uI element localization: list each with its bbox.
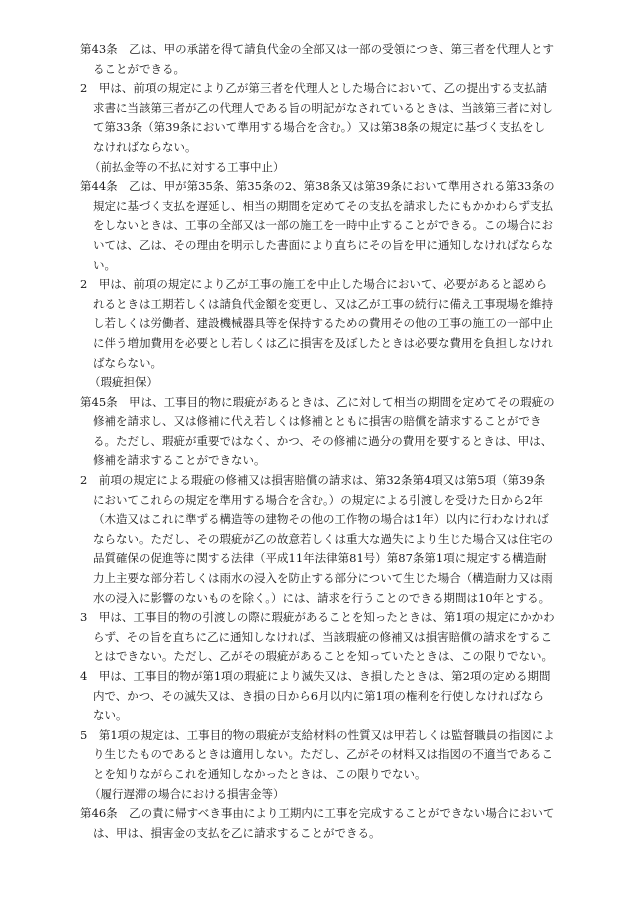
document-page	[80, 40, 555, 843]
article-45: 第45条 甲は、工事目的物に瑕疵があるときは、乙に対して相当の期間を定めてその瑕疵の修補を請求し、又は修補に代え若しくは修補とともに損害の賠償を請求することができる。ただし、瑕疵が重要ではなく、かつ、その修補に過分の費用を要するときは、甲は、修補を請求することができない。	[80, 394, 555, 468]
article-45-paragraph-5: 5 第1項の規定は、工事目的物の瑕疵が支給材料の性質又は甲若しくは監督職員の指図により生じたものであるときは適用しない。ただし、乙がその材料又は指図の不適当であることを知りながらこれを通知しなかったときは、この限りでない。	[80, 727, 555, 781]
article-45-paragraph-2: 2 前項の規定による瑕疵の修補又は損害賠償の請求は、第32条第4項又は第5項（第39条においてこれらの規定を準用する場合を含む。）の規定による引渡しを受けた日から2年（木造又はこれに準ずる構造等の建物その他の工作物の場合は1年）以内に行わなければならない。ただし、その瑕疵が乙の故意若しくは重大な過失により生じた場合又は住宅の品質確保の促進等に関する法律（平成11年法律第81号）第87条第1項に規定する構造耐力上主要な部分若しくは雨水の浸入を防止する部分について生じた場合（構造耐力又は雨水の浸入に影響のないものを除く。）には、請求を行うことのできる期間は10年とする。	[80, 473, 553, 605]
article-45-paragraph-3: 3 甲は、工事目的物の引渡しの際に瑕疵があることを知ったときは、第1項の規定にかかわらず、その旨を直ちに乙に通知しなければ、当該瑕疵の修補又は損害賠償の請求をすることはできない。ただし、乙がその瑕疵があることを知っていたときは、この限りでない。	[80, 610, 555, 664]
section-heading: （履行遅滞の場合における損害金等）	[89, 786, 285, 801]
article-46: 第46条 乙の責に帰すべき事由により工期内に工事を完成することができない場合においては、甲は、損害金の支払を乙に請求することができる。	[80, 806, 555, 840]
article-44-paragraph-2: 2 甲は、前項の規定により乙が工事の施工を中止した場合において、必要があると認められるときは工期若しくは請負代金額を変更し、又は乙が工事の続行に備え工事現場を維持し若しくは労働者、建設機械器具等を保持するための費用その他の工事の施工の一部中止に伴う増加費用を必要とし若しくは乙に損害を及ぼしたときは必要な費用を負担しなければならない。	[80, 277, 553, 370]
article-43-paragraph-2: 2 甲は、前項の規定により乙が第三者を代理人とした場合において、乙の提出する支払請求書に当該第三者が乙の代理人である旨の明記がなされているときは、当該第三者に対して第33条（第39条において準用する場合を含む。）又は第38条の規定に基づく支払をしなければならない。	[80, 81, 553, 154]
article-45-paragraph-4: 4 甲は、工事目的物が第1項の瑕疵により滅失又は、き損したときは、第2項の定める期間内で、かつ、その滅失又は、き損の日から6月以内に第1項の権利を行使しなければならない。	[80, 669, 551, 723]
article-43: 第43条 乙は、甲の承諾を得て請負代金の全部又は一部の受領につき、第三者を代理人とすることができる。	[80, 42, 554, 76]
section-heading: （瑕疵担保）	[89, 375, 158, 390]
article-44: 第44条 乙は、甲が第35条、第35条の2、第38条又は第39条において準用される第33条の規定に基づく支払を遅延し、相当の期間を定めてその支払を請求したにもかかわらず支払をしないときは、工事の全部又は一部の施工を一時中止することができる。この場合においては、乙は、その理由を明示した書面により直ちにその旨を甲に通知しなければならない。	[80, 179, 555, 272]
section-heading: （前払金等の不払に対する工事中止）	[89, 159, 285, 174]
